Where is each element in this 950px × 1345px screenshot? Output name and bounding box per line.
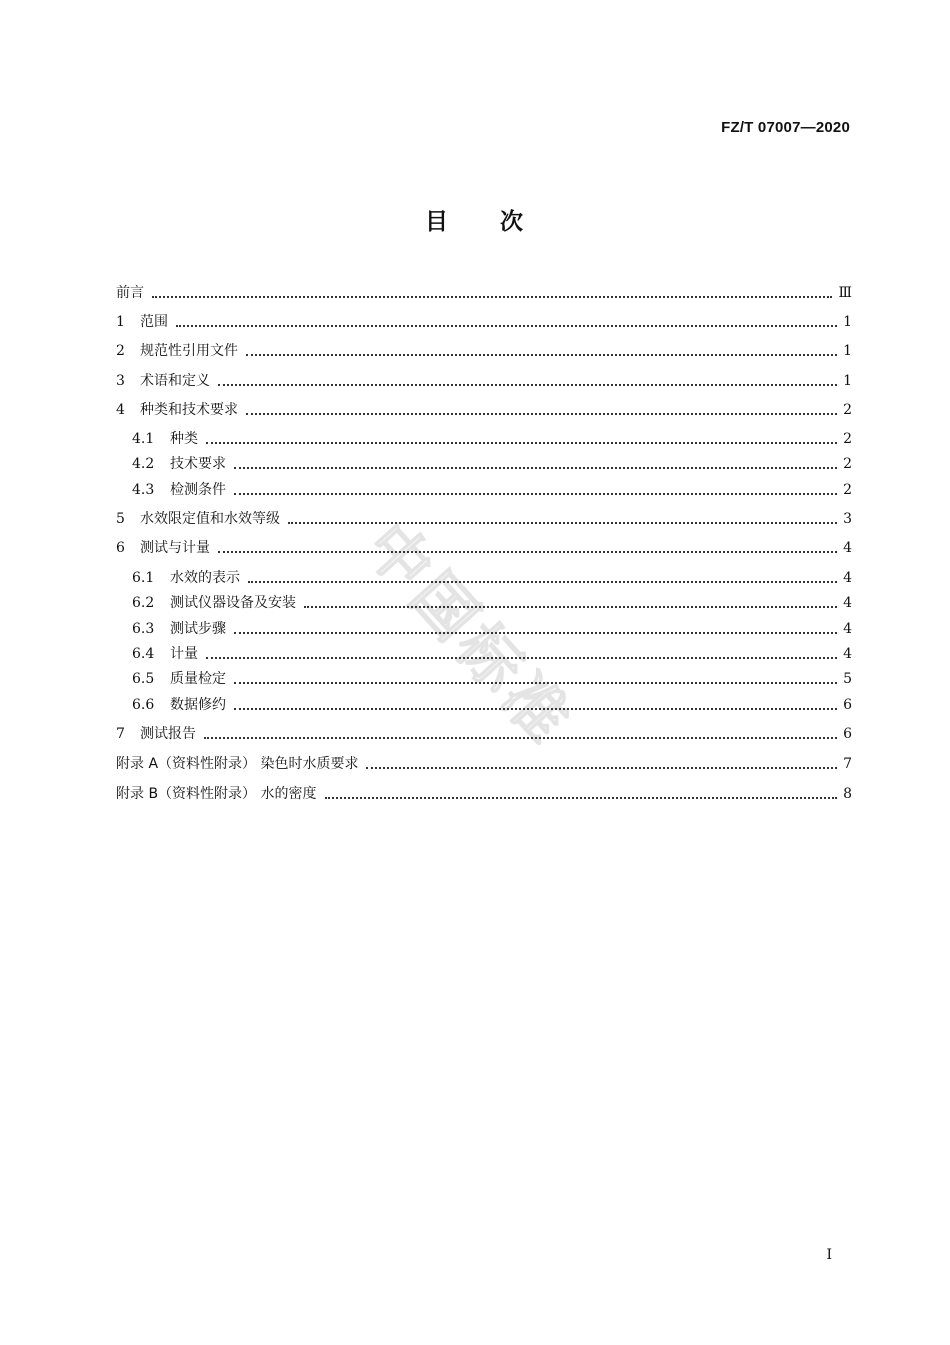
toc-entry-2[interactable]	[116, 340, 852, 362]
toc-leader-dots	[218, 383, 837, 386]
toc-leader-dots	[234, 466, 837, 469]
toc-entry-6-4[interactable]	[132, 643, 852, 665]
toc-entry-page: 4	[843, 595, 852, 611]
toc-title-char-2: 次	[500, 209, 525, 235]
toc-entry-page: 2	[843, 482, 852, 498]
toc-entry-label: 种类	[170, 431, 198, 447]
toc-leader-dots	[234, 492, 837, 495]
toc-entry-page: Ⅲ	[838, 285, 852, 301]
toc-entry-number: 5	[116, 511, 125, 527]
toc-entry-label: 附录 A（资料性附录） 染色时水质要求	[116, 756, 359, 772]
toc-entry-page: 7	[843, 756, 852, 772]
toc-leader-dots	[206, 441, 837, 444]
toc-entry-4-2[interactable]	[132, 453, 852, 475]
toc-entry-label: 计量	[170, 646, 198, 662]
toc-entry-label: 测试步骤	[170, 621, 226, 637]
toc-entry-number: 4.3	[132, 482, 155, 498]
toc-entry-appendix-b[interactable]	[116, 783, 852, 805]
toc-entry-label: 规范性引用文件	[140, 343, 238, 359]
toc-entry-number: 7	[116, 726, 125, 742]
toc-entry-page: 6	[843, 726, 852, 742]
toc-entry-number: 4	[116, 402, 125, 418]
toc-leader-dots	[246, 412, 837, 415]
toc-entry-number: 4.1	[132, 431, 155, 447]
toc-entry-label: 质量检定	[170, 671, 226, 687]
toc-entry-number: 6.3	[132, 621, 155, 637]
toc-entry-number: 6.6	[132, 697, 155, 713]
toc-entry-label: 水效的表示	[170, 570, 240, 586]
standard-code: FZ/T 07007—2020	[721, 119, 850, 136]
toc-entry-page: 4	[843, 540, 852, 556]
toc-entry-label: 技术要求	[170, 456, 226, 472]
toc-entry-page: 5	[843, 671, 852, 687]
toc-leader-dots	[234, 681, 837, 684]
toc-leader-dots	[152, 295, 832, 298]
toc-entry-number: 6.2	[132, 595, 155, 611]
toc-entry-page: 3	[843, 511, 852, 527]
toc-entry-label: 术语和定义	[140, 373, 210, 389]
toc-leader-dots	[288, 521, 837, 524]
toc-entry-page: 6	[843, 697, 852, 713]
toc-entry-6-3[interactable]	[132, 618, 852, 640]
toc-entry-label: 附录 B（资料性附录） 水的密度	[116, 786, 317, 802]
toc-leader-dots	[366, 766, 837, 769]
toc-entry-3[interactable]	[116, 370, 852, 392]
toc-entry-6-5[interactable]	[132, 668, 852, 690]
toc-entry-label: 测试与计量	[140, 540, 210, 556]
toc-entry-label: 范围	[140, 314, 168, 330]
toc-entry-page: 2	[843, 402, 852, 418]
toc-leader-dots	[206, 656, 837, 659]
toc-entry-label: 检测条件	[170, 482, 226, 498]
toc-entry-page: 4	[843, 646, 852, 662]
toc-leader-dots	[234, 707, 837, 710]
toc-entry-6[interactable]	[116, 537, 852, 559]
page-number: I	[826, 1247, 832, 1263]
toc-leader-dots	[246, 353, 837, 356]
toc-entry-label: 水效限定值和水效等级	[140, 511, 280, 527]
toc-entry-number: 6.1	[132, 570, 155, 586]
toc-entry-appendix-a[interactable]	[116, 753, 852, 775]
toc-entry-page: 1	[843, 373, 852, 389]
toc-entry-page: 2	[843, 431, 852, 447]
toc-entry-foreword[interactable]	[116, 282, 852, 304]
toc-title-char-1: 目	[425, 209, 450, 235]
toc-entry-6-6[interactable]	[132, 694, 852, 716]
toc-entry-1[interactable]	[116, 311, 852, 333]
toc-entry-page: 4	[843, 621, 852, 637]
toc-leader-dots	[218, 550, 837, 553]
toc-leader-dots	[325, 796, 838, 799]
toc-entry-page: 8	[843, 786, 852, 802]
toc-entry-label: 前言	[116, 285, 144, 301]
toc-entry-page: 4	[843, 570, 852, 586]
toc-entry-label: 测试仪器设备及安装	[170, 595, 296, 611]
toc-entry-label: 测试报告	[140, 726, 196, 742]
toc-entry-6-2[interactable]	[132, 592, 852, 614]
toc-leader-dots	[234, 631, 837, 634]
toc-entry-number: 3	[116, 373, 125, 389]
toc-entry-label: 数据修约	[170, 697, 226, 713]
toc-entry-page: 2	[843, 456, 852, 472]
toc-entry-page: 1	[843, 343, 852, 359]
toc-leader-dots	[204, 736, 837, 739]
toc-entry-number: 2	[116, 343, 125, 359]
toc-entry-6-1[interactable]	[132, 567, 852, 589]
toc-entry-number: 6.4	[132, 646, 155, 662]
toc-entry-number: 6	[116, 540, 125, 556]
toc-entry-4-1[interactable]	[132, 428, 852, 450]
toc-leader-dots	[304, 605, 837, 608]
toc-entry-number: 4.2	[132, 456, 155, 472]
toc-entry-page: 1	[843, 314, 852, 330]
toc-entry-number: 6.5	[132, 671, 155, 687]
watermark-text: 中国标准	[351, 508, 588, 760]
toc-leader-dots	[176, 324, 837, 327]
toc-entry-number: 1	[116, 314, 125, 330]
toc-entry-7[interactable]	[116, 723, 852, 745]
toc-leader-dots	[248, 580, 837, 583]
toc-entry-4-3[interactable]	[132, 479, 852, 501]
toc-entry-4[interactable]	[116, 399, 852, 421]
toc-entry-5[interactable]	[116, 508, 852, 530]
toc-entry-label: 种类和技术要求	[140, 402, 238, 418]
toc-title	[0, 203, 950, 236]
